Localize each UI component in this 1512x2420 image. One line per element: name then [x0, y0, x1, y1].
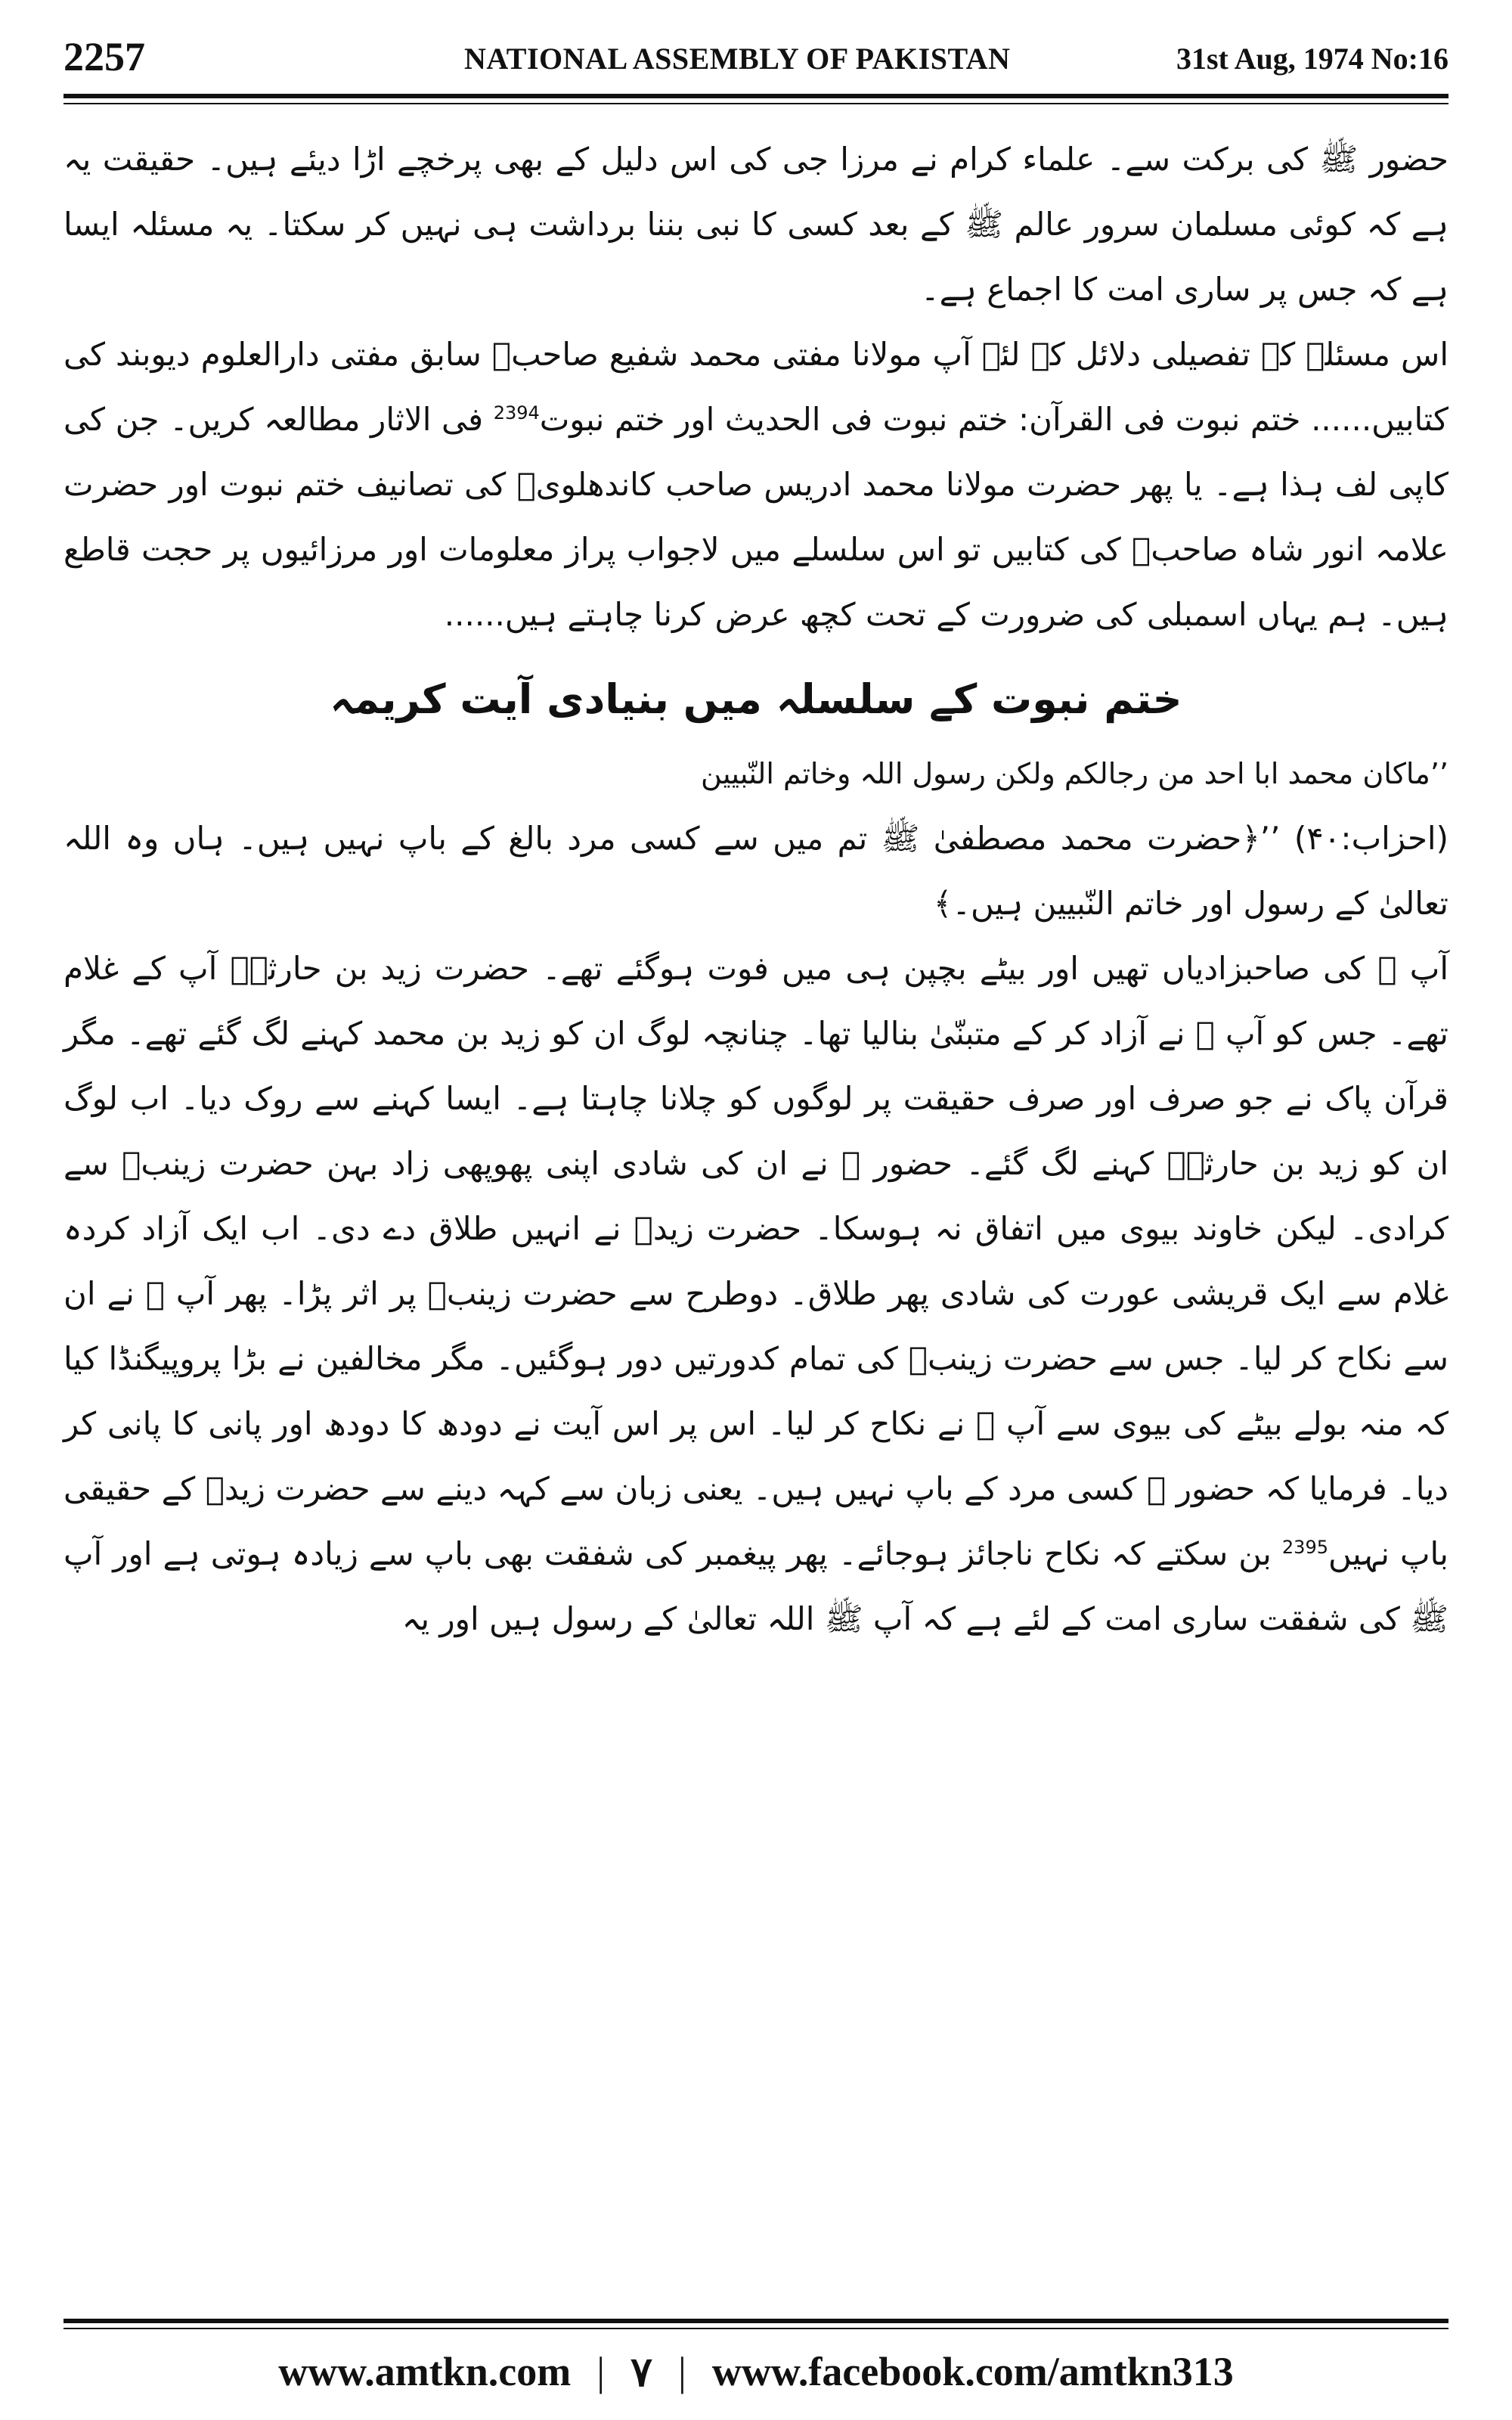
- header-rule-thin: [64, 103, 1448, 104]
- paragraph-main: [64, 936, 1448, 1652]
- footer-rule-thin: [64, 2328, 1448, 2329]
- paragraph-main-end: بن سکتے کہ نکاح ناجائز ہوجائے۔ پھر پیغمبر کی شفقت بھی باپ سے زیادہ ہوتی ہے اور آپ ﷺ کی شفقت ساری امت کے لئے ہے کہ آپ ﷺ اللہ تعالیٰ کے رسول ہیں اور یہ: [64, 1535, 1448, 1637]
- date-issue: 31st Aug, 1974 No:16: [1176, 42, 1448, 76]
- paragraph-2-text: اس مسئلہ کے تفصیلی دلائل کے لئے آپ مولانا مفتی محمد شفیع صاحبؒ سابق مفتی دارالعلوم دیوبند کی کتابیں...... ختم نبوت فی القرآن: ختم نبوت فی الحدیث اور ختم نبوت: [64, 336, 1448, 438]
- page-number: 2257: [64, 34, 145, 79]
- footer-separator-1: |: [596, 2349, 605, 2394]
- paragraph-main-text: آپ ﷺ کی صاحبزادیاں تھیں اور بیٹے بچپن ہی میں فوت ہوگئے تھے۔ حضرت زید بن حارثہؓ آپ کے غلام تھے۔ جس کو آپ ﷺ نے آزاد کر کے متبنّیٰ بنالیا تھا۔ چنانچہ لوگ ان کو زید بن محمد کہنے لگ گئے تھے۔ مگر قرآن پاک نے جو صرف اور صرف حقیقت پر لوگوں کو چلانا چاہتا ہے۔ ایسا کہنے سے روک دیا۔ اب لوگ ان کو زید بن حارثہؓ کہنے لگ گئے۔ حضور ﷺ نے ان کی شادی اپنی پھوپھی زاد بہن حضرت زینبؓ سے کرادی۔ لیکن خاوند بیوی میں اتفاق نہ ہوسکا۔ حضرت زیدؓ نے انہیں طلاق دے دی۔ اب ایک آزاد کردہ غلام سے ایک قریشی عورت کی شادی پھر طلاق۔ دوطرح سے حضرت زینبؓ پر اثر پڑا۔ پھر آپ ﷺ نے ان سے نکاح کر لیا۔ جس سے حضرت زینبؓ کی تمام کدورتیں دور ہوگئیں۔ مگر مخالفین نے بڑا پروپیگنڈا کیا کہ منہ بولے بیٹے کی بیوی سے آپ ﷺ نے نکاح کر لیا۔ اس پر اس آیت نے دودھ کا دودھ اور پانی کا پانی کر دیا۔ فرمایا کہ حضور ﷺ کسی مرد کے باپ نہیں ہیں۔ یعنی زبان سے کہہ دینے سے حضرت زیدؓ کے حقیقی باپ نہیں: [64, 950, 1448, 1572]
- publication-title: NATIONAL ASSEMBLY OF PAKISTAN: [464, 42, 1011, 76]
- footnote-marker-2395: 2395: [1281, 1537, 1328, 1558]
- footer-rule: [64, 2319, 1448, 2323]
- verse-translation-text: ’’﴿حضرت محمد مصطفیٰ ﷺ تم میں سے کسی مرد بالغ کے باپ نہیں ہیں۔ ہاں وہ اللہ تعالیٰ کے رسول اور خاتم النّبیین ہیں۔﴾: [64, 820, 1448, 922]
- facebook-link[interactable]: www.facebook.com/amtkn313: [711, 2349, 1234, 2394]
- paragraph-2: [64, 322, 1448, 647]
- page-body: [64, 127, 1448, 1652]
- verse-translation: [64, 806, 1448, 936]
- header-rule: [64, 94, 1448, 98]
- paragraph-2-continued: فی الاثار مطالعہ کریں۔ جن کی کاپی لف ہذا ہے۔ یا پھر حضرت مولانا محمد ادریس صاحب کاندھلویؒ کی تصانیف ختم نبوت اور حضرت علامہ انور شاہ صاحبؒ کی کتابیں تو اس سلسلے میں لاجواب پراز معلومات اور مرزائیوں پر حجت قاطع ہیں۔ ہم یہاں اسمبلی کی ضرورت کے تحت کچھ عرض کرنا چاہتے ہیں......: [64, 401, 1448, 633]
- page-marker: ۷: [631, 2349, 653, 2395]
- footnote-marker-2394: 2394: [493, 402, 540, 424]
- page-footer: [64, 2341, 1448, 2402]
- paragraph-1: حضور ﷺ کی برکت سے۔ علماء کرام نے مرزا جی کی اس دلیل کے بھی پرخچے اڑا دیئے ہیں۔ حقیقت یہ ہے کہ کوئی مسلمان سرور عالم ﷺ کے بعد کسی کا نبی بننا برداشت ہی نہیں کر سکتا۔ یہ مسئلہ ایسا ہے کہ جس پر ساری امت کا اجماع ہے۔: [64, 141, 1448, 308]
- footer-separator-2: |: [678, 2349, 686, 2394]
- website-link[interactable]: www.amtkn.com: [278, 2349, 572, 2394]
- page-header: [64, 30, 1448, 83]
- verse-reference: (احزاب:۴۰): [1294, 820, 1448, 857]
- section-heading: ختم نبوت کے سلسلہ میں بنیادی آیت کریمہ: [330, 675, 1182, 723]
- quran-verse: ’’ماکان محمد ابا احد من رجالکم ولکن رسول اللہ وخاتم النّبیین: [701, 757, 1448, 790]
